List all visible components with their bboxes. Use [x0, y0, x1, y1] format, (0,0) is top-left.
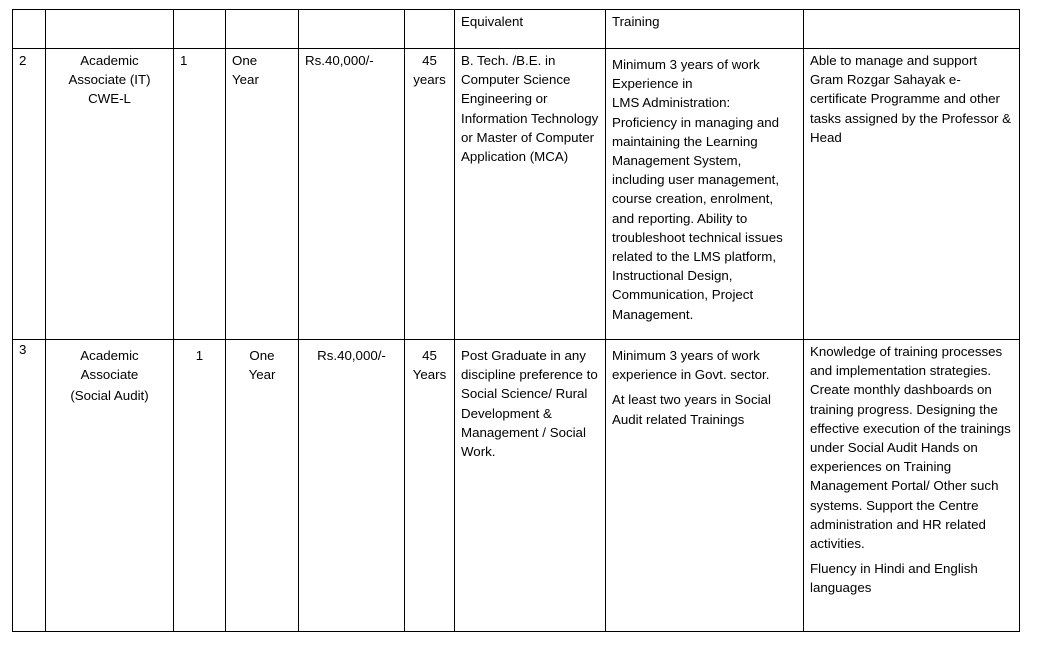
experience-paragraph: At least two years in Social Audit related Trainings: [612, 392, 771, 427]
tenure-cell: [226, 10, 299, 49]
salary-cell: Rs.40,000/-: [299, 340, 405, 632]
post-name-line: (Social Audit): [70, 388, 149, 404]
tenure-cell: One Year: [226, 49, 299, 340]
post-name-cell: Academic Associate (IT) CWE-L: [46, 49, 174, 340]
sl-cell: 3: [13, 340, 46, 632]
qualification-cell: Equivalent: [455, 10, 606, 49]
post-name-line: Associate: [80, 367, 139, 383]
responsibilities-cell: [804, 340, 1020, 632]
post-name-line: Academic: [80, 348, 139, 363]
experience-cell: Training: [606, 10, 804, 49]
age-cell: 45 years: [405, 49, 455, 340]
table-row: [13, 10, 1020, 49]
experience-cell: [606, 340, 804, 632]
responsibilities-paragraph: Fluency in Hindi and English languages: [810, 561, 978, 596]
table-row: [13, 340, 1020, 632]
post-name-cell: [46, 340, 174, 632]
post-name-cell: [46, 10, 174, 49]
qualification-cell: B. Tech. /B.E. in Computer Science Engineering or Information Technology or Master of Computer Application (MCA): [455, 49, 606, 340]
age-cell: 45 Years: [405, 340, 455, 632]
age-cell: [405, 10, 455, 49]
responsibilities-paragraph: Knowledge of training processes and implementation strategies. Create monthly dashboards on training progress. Designing the effective execution of the trainings under Social Audit Hands on experiences on Training Management Portal/ Other such systems. Support the Centre administration and HR related activities.: [810, 344, 1011, 552]
posts-count-cell: 1: [174, 49, 226, 340]
posts-table: [12, 9, 1020, 632]
posts-count-cell: 1: [174, 340, 226, 632]
salary-cell: Rs.40,000/-: [299, 49, 405, 340]
table-row: [13, 49, 1020, 340]
experience-cell: Minimum 3 years of work Experience in LMS Administration: Proficiency in managing and maintaining the Learning Management System, including user management, course creation, enrolment, and reporting. Ability to troubleshoot technical issues related to the LMS platform, Instructional Design, Communication, Project Management.: [606, 49, 804, 340]
qualification-cell: Post Graduate in any discipline preference to Social Science/ Rural Development & Management / Social Work.: [455, 340, 606, 632]
tenure-cell: One Year: [226, 340, 299, 632]
responsibilities-cell: Able to manage and support Gram Rozgar Sahayak e-certificate Programme and other tasks assigned by the Professor & Head: [804, 49, 1020, 340]
posts-count-cell: [174, 10, 226, 49]
experience-paragraph: Minimum 3 years of work experience in Govt. sector.: [612, 348, 770, 383]
responsibilities-cell: [804, 10, 1020, 49]
sl-cell: 2: [13, 49, 46, 340]
salary-cell: [299, 10, 405, 49]
sl-cell: [13, 10, 46, 49]
